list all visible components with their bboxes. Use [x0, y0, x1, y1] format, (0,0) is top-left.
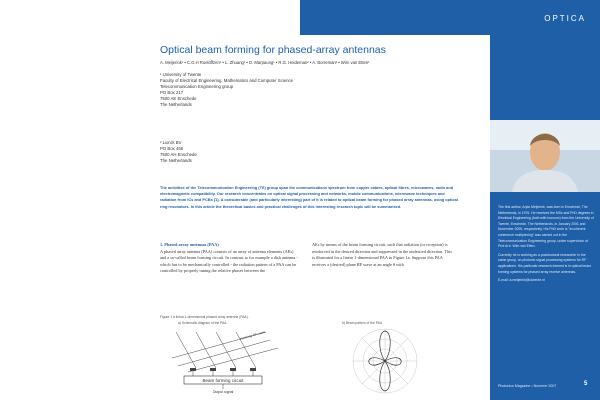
- figure-b-beam-pattern: [320, 326, 450, 396]
- author-list: A. Meijerink¹ • C.G.H Roeloffzen¹ • L. Zhuang¹ • D. Marpaung¹ • R.G. Heideman² • A. Borreman² • Wim van Etten¹: [160, 60, 370, 65]
- figure-a-schematic: [166, 328, 306, 394]
- affiliation-line: The Netherlands: [160, 157, 192, 163]
- affiliation-line: 7500 AE Enschede: [160, 95, 197, 101]
- body-text: A phased array antenna (PAA) consists of an array of antenna elements (AEs) and a so-called beam forming circuit. In contrast to for example a dish antenna - which has to be mechanically controlled - the radiation pattern of a PAA can be controlled by properly tuning the relative phases between the: [160, 248, 298, 274]
- affiliation-line: The Netherlands: [160, 101, 192, 107]
- body-text: AEs by means of the beam forming circuit, such that radiation (or reception) is reinforced in the desired direction and suppressed in the undesired direction. This is illustrated for a linear 1-dimensional PAA in Figure 1a. Suppose this PAA receives a (desired) plane RF wave at an angle θ with: [312, 242, 453, 267]
- abstract: The activities of the Telecommunication Engineering (TE) group span the communications spectrum from copper cables, optical fibres, microwaves, radio and electromagnetic compatibility. Our research concentrates on optical signal processing and networks, mobile communications, microwave techniques and radiation from ICs and PCBs [1]. A considerable (and particularly interesting) part of it is related to optical beam forming for phased array antennas, using optical ring resonators. In this article the theoretical basics and practical challenges of this interesting research topic will be summarised.: [160, 185, 458, 209]
- author-email[interactable]: E-mail: a.meijerink@utwente.nl: [498, 278, 545, 283]
- wave-label: incoming RF wave: [239, 329, 266, 341]
- figure-b-caption: b) Beam pattern of the PAA: [342, 321, 383, 325]
- affiliation-line: ² LioniX BV: [160, 140, 182, 145]
- affiliation-2: [160, 140, 197, 164]
- figure-caption: Figure 1 A linear 1-dimensional phased array antenna (PAA).: [160, 315, 249, 319]
- author-sidebar: [490, 35, 600, 400]
- bio-paragraph: Currently he is working as a postdoctoral researcher in the same group, on photonic signal processing systems for RF applications. His particular research interest is in optical beam forming systems for phased array receive antennas.: [498, 252, 591, 274]
- affiliation-line: 7500 AH Enschede: [160, 151, 197, 157]
- affiliation-line: Faculty of Electrical Engineering, Mathematics and Computer Science: [160, 77, 294, 83]
- affiliation-line: ¹ University of Twente: [160, 72, 202, 77]
- output-label: Output signal: [212, 390, 234, 394]
- article-title: Optical beam forming for phased-array antennas: [160, 44, 386, 56]
- affiliation-line: Telecommunication Engineering group: [160, 83, 234, 89]
- circuit-label: Beam forming circuit: [202, 378, 244, 383]
- page-number: 5: [584, 381, 588, 387]
- section-heading: 1. Phased array antennas (PAA): [160, 242, 219, 247]
- affiliation-line: PO Box 217: [160, 89, 184, 95]
- affiliation-line: PO Box 456: [160, 145, 184, 151]
- body-column-2: [312, 242, 452, 268]
- affiliation-1: [160, 72, 293, 107]
- section-label: OPTICA: [544, 14, 586, 23]
- author-bio: [498, 205, 594, 287]
- magazine-footer: Photonics Magazine • Nummer 2007: [498, 384, 557, 388]
- body-column-1: [160, 242, 300, 275]
- header-bar: [300, 0, 600, 35]
- figure-a-caption: a) Schematic diagram of the PAA: [178, 321, 227, 325]
- bio-paragraph: The first author, Arjan Meijerink, was born in Enschede, The Netherlands, in 1976. He received the MSc and PhD degrees in Electrical Engineering (both with honours) from the University of Twente, Enschede, The Netherlands, in January 2001 and November 2005, respectively. His PhD work is "incoherent coherence multiplexing" was carried out in the Telecommunication Engineering group, under supervision of Prof.dr.ir. Wim van Etten.: [498, 205, 594, 249]
- author-photo: [490, 120, 600, 192]
